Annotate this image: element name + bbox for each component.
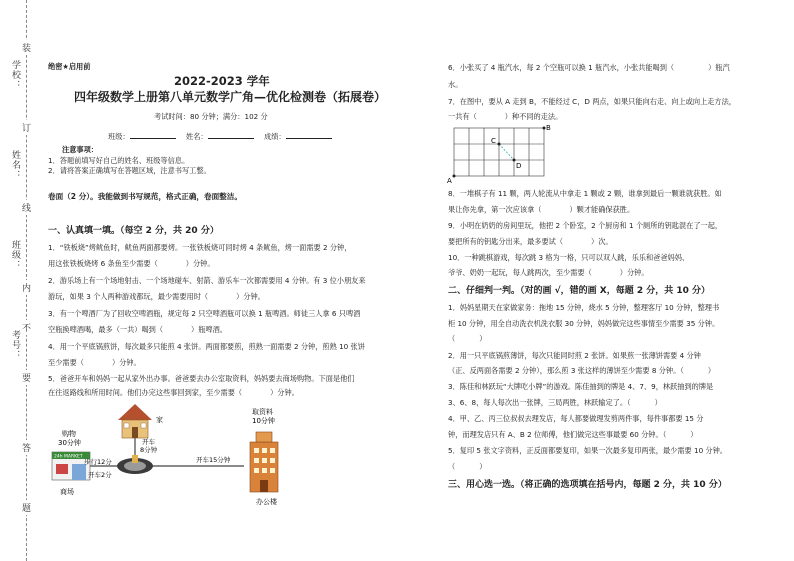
margin-label-class: 班级： (10, 240, 20, 270)
office-building-icon (250, 432, 278, 492)
field-name: 姓名： (186, 132, 254, 142)
judge-5-line2: （ ） (448, 462, 487, 471)
label-drive2: 开车2分 (88, 471, 112, 479)
label-office: 办公楼 (256, 498, 277, 506)
bind-char: 订 (22, 120, 31, 135)
secret-label: 绝密★启用前 (48, 62, 91, 71)
question-3-line2: 空瓶换啤酒喝，最多（一共）喝到（ ）瓶啤酒。 (48, 325, 227, 334)
question-2-line1: 2．游乐场上有一个场地射击、一个场地碰车、射箭、游乐车一次都需要用 4 分钟。有 3 位小朋友来 (48, 276, 366, 285)
route-map-figure (48, 400, 308, 510)
bind-char: 内 (22, 280, 31, 295)
label-d: D (516, 162, 522, 170)
exam-meta: 考试时间：80 分钟；满分：102 分 (154, 112, 268, 121)
question-4-line1: 4．用一个平底锅煎饼，每次最多只能煎 4 张饼。两面都要煎，煎熟一面需要 2 分钟，煎熟 10 张饼 (48, 342, 365, 351)
grid-path-figure (446, 122, 556, 184)
page-title: 四年级数学上册第八单元数学广角—优化检测卷（拓展卷） (74, 90, 387, 104)
roundabout-icon (117, 455, 153, 474)
label-home: 家 (156, 416, 163, 424)
grid-lines (454, 128, 544, 176)
house-icon (118, 404, 152, 438)
question-4-line2: 至少需要（ ）分钟。 (48, 358, 141, 367)
writing-requirement: 卷面（2 分）。我能做到书写规范，格式正确，卷面整洁。 (48, 192, 242, 201)
margin-label-school: 学校： (10, 60, 20, 90)
bind-char: 要 (22, 370, 31, 385)
judge-1-line3: （ ） (448, 334, 487, 343)
section1-title: 一、认真填一填。（每空 2 分，共 20 分） (48, 226, 219, 236)
bind-char: 题 (22, 500, 31, 515)
bind-char: 不 (22, 320, 31, 335)
label-walk: 步行12分 (84, 458, 112, 466)
left-column (46, 0, 386, 561)
right-column (446, 0, 780, 561)
margin-label-name: 姓名： (10, 150, 20, 180)
section3-title: 三、用心选一选。（将正确的选项填在括号内，每题 2 分，共 10 分） (448, 480, 727, 490)
question-6-line2: 水。 (448, 80, 463, 89)
label-market: 24h MARKET (54, 454, 83, 460)
label-fetch: 取资料 (252, 408, 273, 416)
question-8-line1: 8．一堆棋子有 11 颗，两人轮流从中拿走 1 颗或 2 颗，谁拿到最后一颗谁就获胜。如 (448, 189, 722, 198)
exam-year: 2022-2023 学年 (174, 74, 270, 88)
label-drive8-time: 8分钟 (140, 446, 158, 454)
label-shop-time: 30分钟 (58, 439, 81, 447)
label-shop: 购物 (62, 430, 76, 438)
notes-item: 2．请将答案正确填写在答题区域，注意书写工整。 (48, 166, 211, 175)
bind-char: 答 (22, 440, 31, 455)
question-10-line1: 10．一种跳棋游戏，每次跳 3 格为一格，只可以双人跳，乐乐和爸爸妈妈、 (448, 253, 690, 262)
question-8-line2: 果让你先拿，第一次应该拿（ ）颗才能确保获胜。 (448, 205, 635, 214)
margin-label-exam-no: 考号： (10, 330, 20, 360)
label-c: C (491, 137, 496, 145)
question-7-line2: 一共有（ ）种不同的走法。 (448, 112, 563, 121)
field-class: 班级： (108, 132, 176, 142)
question-6-line1: 6．小张买了 4 瓶汽水，每 2 个空瓶可以换 1 瓶汽水，小张共能喝到（ ）瓶汽 (448, 63, 730, 72)
judge-2-line1: 2．用一只平底锅煎薄饼，每次只能同时煎 2 张饼。如果煎一张薄饼需要 4 分钟 (448, 351, 701, 360)
label-fetch-time: 10分钟 (252, 417, 275, 425)
question-3-line1: 3．有一个啤酒厂为了回收空啤酒瓶，规定每 2 只空啤酒瓶可以换 1 瓶啤酒。师徒三人拿 6 只啤酒 (48, 309, 361, 318)
label-drive8: 开车 (142, 438, 155, 446)
question-9-line2: 要把所有的钥匙分出来，最多要试（ ）次。 (448, 237, 613, 246)
judge-2-line2: （正、反两面各需要 2 分钟），那么煎 3 张这样的薄饼至少需要 8 分钟。（ ） (448, 366, 716, 375)
label-drive15: 开车15分钟 (196, 456, 231, 464)
question-1-line2: 用这张铁板烧烤 6 条鱼至少需要（ ）分钟。 (48, 259, 215, 268)
notes-item: 1．答题前填写好自己的姓名、班级等信息。 (48, 156, 190, 165)
judge-5-line1: 5．复印 5 张文字资料，正反面都要复印，如果一次最多复印两张，最少需要 10 分钟。 (448, 446, 727, 455)
question-2-line2: 游玩，如果 3 个人两种游戏都玩，最少需要用时（ ）分钟。 (48, 292, 265, 301)
judge-4-line2: 钟，而理发店只有 A、B 2 位师傅，他们做完这些事最要 60 分钟。（ ） (448, 430, 698, 439)
bind-char: 装 (22, 40, 31, 55)
label-b: B (546, 124, 551, 132)
question-5-line1: 5．爸爸开车和妈妈一起从家外出办事。爸爸要去办公室取资料，妈妈要去商场购物。下面是他们 (48, 374, 355, 383)
notes-heading: 注意事项： (62, 145, 98, 154)
bind-char: 线 (22, 200, 31, 215)
judge-4-line1: 4．甲、乙、丙三位叔叔去理发店，每人都要做理发剪两件事，每件事都要 15 分 (448, 414, 704, 423)
question-5-line2: 在往返路线和所用时间。他们办完这些事回到家，至少需要（ ）分钟。 (48, 388, 299, 397)
question-1-line1: 1．“铁板烧”烤鱿鱼时，鱿鱼两面都要烤。一张铁板烧可同时烤 4 条鱿鱼，烤一面需要 2 分钟， (48, 243, 352, 252)
label-store: 商场 (60, 488, 74, 496)
diagonal-dashed (499, 144, 514, 160)
judge-1-line1: 1．妈妈星期天在家做家务：拖地 15 分钟，烧水 5 分钟，整理客厅 10 分钟，整理书 (448, 303, 720, 312)
judge-3-line2: 3、6、8，每人每次出一张牌，三局两胜，林跃输定了。（ ） (448, 398, 662, 407)
question-9-line1: 9．小明在奶奶的房间里玩，他把 2 个卧室，2 个厨房和 1 个厕所的钥匙混在了一起， (448, 221, 723, 230)
section2-title: 二、仔细判一判。（对的画 √，错的画 X，每题 2 分，共 10 分） (448, 286, 711, 296)
question-7-line1: 7．在图中，要从 A 走到 B，不能经过 C，D 两点，如果只能向右走、向上或向上走方法， (448, 97, 736, 106)
field-score: 成绩： (264, 132, 332, 142)
judge-3-line1: 3．陈佳和林跃玩“大牌吃小牌”的游戏。陈佳抽到的牌是 4、7、9，林跃抽到的牌是 (448, 382, 714, 391)
label-a: A (447, 177, 452, 184)
point-c (498, 143, 501, 146)
judge-1-line2: 柜 10 分钟，用全自动洗衣机洗衣服 30 分钟，妈妈做完这些事情至少需要 35 分钟。 (448, 319, 720, 328)
binding-margin (0, 0, 40, 561)
point-a (453, 175, 456, 178)
question-10-line2: 爷爷、奶奶一起玩，每人跳两次，至少需要（ ）分钟。 (448, 268, 649, 277)
